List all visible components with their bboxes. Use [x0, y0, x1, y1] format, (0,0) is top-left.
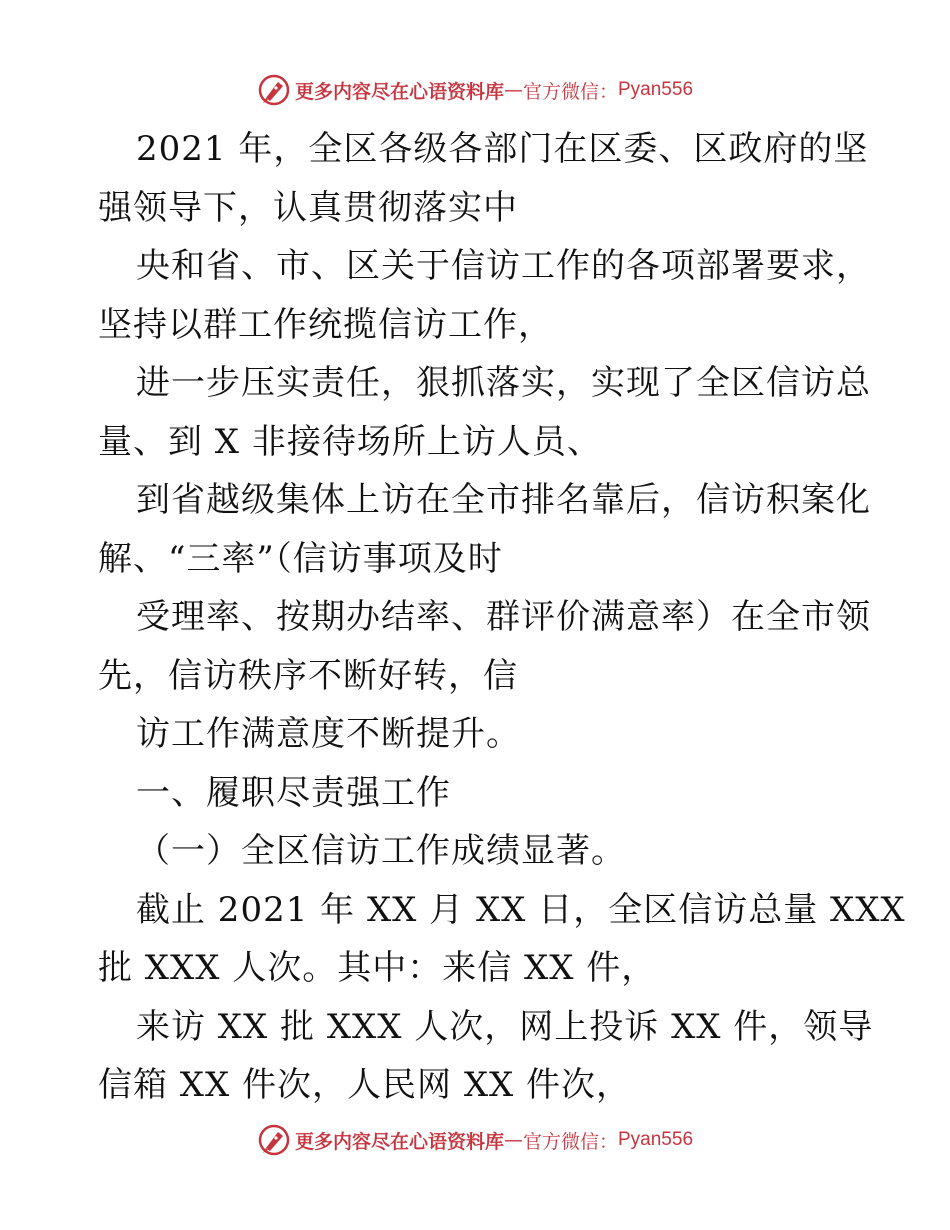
document-line: 信箱 XX 件次，人民网 XX 件次，: [98, 1065, 632, 1105]
watermark-official-label: 官方微信：: [522, 80, 618, 103]
document-line: 坚持以群工作统揽信访工作，: [98, 304, 553, 345]
document-line: 央和省、市、区关于信访工作的各项部署要求，: [136, 246, 871, 286]
document-line: 进一步压实责任，狠抓落实，实现了全区信访总: [136, 363, 871, 403]
watermark-official-label: 官方微信：: [522, 1130, 618, 1153]
watermark-banner-top: [0, 70, 950, 110]
document-body: [98, 120, 906, 1115]
document-line: 2021 年，全区各级各部门在区委、区政府的坚: [136, 129, 869, 169]
document-line: 受理率、按期办结率、群评价满意率）在全市领: [136, 597, 871, 637]
watermark-banner-bottom: [0, 1120, 950, 1160]
watermark-brand-text: 更多内容尽在心语资料库: [294, 80, 504, 103]
document-line: 量、到 X 非接待场所上访人员、: [98, 421, 602, 462]
document-line: 强领导下，认真贯彻落实中: [98, 187, 518, 228]
watermark-wechat-id: Pyan556: [618, 79, 694, 100]
watermark-dash: —: [503, 1129, 523, 1151]
document-line: 访工作满意度不断提升。: [136, 714, 521, 754]
watermark-brand-text: 更多内容尽在心语资料库: [294, 1130, 504, 1153]
document-line: 截止 2021 年 XX 月 XX 日，全区信访总量 XXX: [136, 889, 906, 930]
document-line: 来访 XX 批 XXX 人次，网上投诉 XX 件，领导: [136, 1006, 874, 1047]
document-line: 到省越级集体上访在全市排名靠后，信访积案化: [136, 480, 871, 520]
watermark-wechat-id: Pyan556: [618, 1129, 694, 1150]
document-line: 先，信访秩序不断好转，信: [98, 655, 518, 696]
pen-nib-logo-icon: [257, 1123, 291, 1157]
pen-nib-logo-icon: [257, 73, 291, 107]
document-line: 解、“三率”（信访事项及时: [98, 538, 503, 579]
watermark-dash: —: [503, 79, 523, 101]
document-line: 一、履职尽责强工作: [136, 772, 451, 813]
document-line: 批 XXX 人次。其中：来信 XX 件，: [98, 948, 657, 988]
document-line: （一）全区信访工作成绩显著。: [136, 831, 626, 871]
